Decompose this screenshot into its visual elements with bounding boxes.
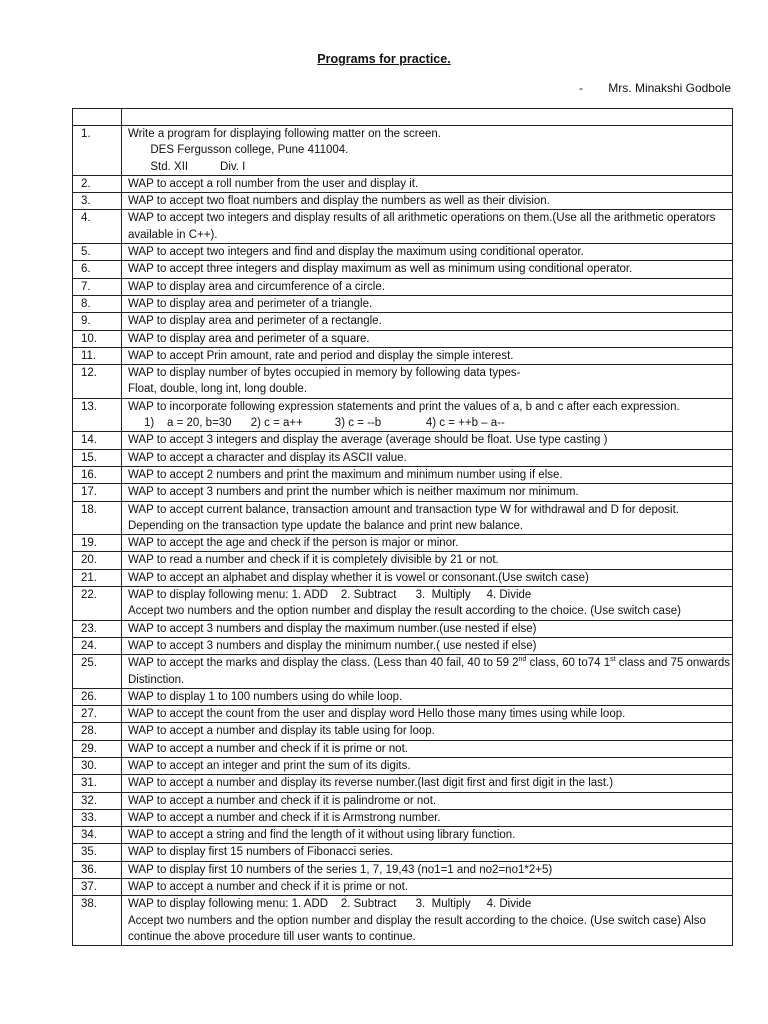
program-description: WAP to accept two integers and display results of all arithmetic operations on them.(Use all the arithmetic operators available in C++). (122, 210, 733, 244)
program-number: 36. (73, 861, 122, 878)
table-row (73, 484, 733, 501)
program-description: WAP to accept 3 numbers and display the minimum number.( use nested if else) (122, 637, 733, 654)
program-description: WAP to accept a number and check if it is prime or not. (122, 740, 733, 757)
program-number: 8. (73, 295, 122, 312)
table-row (73, 620, 733, 637)
program-number: 22. (73, 587, 122, 621)
header-cell-description (122, 109, 733, 126)
programs-table-body (73, 109, 733, 946)
program-description: WAP to accept a character and display its ASCII value. (122, 449, 733, 466)
program-description: WAP to display following menu: 1. ADD 2. Subtract 3. Multiply 4. Divide Accept two numbers and the option number and display the result according to the choice. (Use switch case) Also continue the above procedure till user wants to continue. (122, 896, 733, 946)
table-row (73, 809, 733, 826)
table-row (73, 792, 733, 809)
table-row (73, 193, 733, 210)
table-row (73, 535, 733, 552)
program-description: WAP to display first 15 numbers of Fibonacci series. (122, 844, 733, 861)
author-line (579, 81, 731, 95)
program-text-part: class, 60 to74 1 (526, 657, 611, 670)
program-number: 21. (73, 569, 122, 586)
table-row (73, 552, 733, 569)
page-title: Programs for practice. (317, 52, 451, 66)
ordinal-suffix: nd (518, 656, 527, 664)
table-row (73, 844, 733, 861)
table-row (73, 398, 733, 432)
table-row (73, 827, 733, 844)
program-number: 28. (73, 723, 122, 740)
program-number: 13. (73, 398, 122, 432)
program-number: 1. (73, 126, 122, 176)
program-number: 25. (73, 655, 122, 689)
program-number: 37. (73, 879, 122, 896)
table-row (73, 879, 733, 896)
program-number: 16. (73, 466, 122, 483)
program-description: WAP to display area and perimeter of a triangle. (122, 295, 733, 312)
table-row (73, 175, 733, 192)
table-header-row (73, 109, 733, 126)
program-description: WAP to accept 3 integers and display the average (average should be float. Use type casting ) (122, 432, 733, 449)
program-number: 4. (73, 210, 122, 244)
program-description: WAP to accept three integers and display maximum as well as minimum using conditional operator. (122, 261, 733, 278)
table-row (73, 278, 733, 295)
table-row (73, 244, 733, 261)
program-description: WAP to display area and perimeter of a square. (122, 330, 733, 347)
program-description: WAP to accept two float numbers and display the numbers as well as their division. (122, 193, 733, 210)
program-number: 3. (73, 193, 122, 210)
table-row (73, 347, 733, 364)
table-row (73, 501, 733, 535)
program-number: 14. (73, 432, 122, 449)
program-description: WAP to accept current balance, transaction amount and transaction type W for withdrawal and D for deposit. Depending on the transaction type update the balance and print new balance. (122, 501, 733, 535)
program-number: 26. (73, 688, 122, 705)
program-description: WAP to accept a number and check if it is prime or not. (122, 879, 733, 896)
table-row (73, 466, 733, 483)
table-row (73, 775, 733, 792)
program-description: WAP to accept a roll number from the user and display it. (122, 175, 733, 192)
program-number: 24. (73, 637, 122, 654)
table-row (73, 432, 733, 449)
program-number: 6. (73, 261, 122, 278)
table-row (73, 313, 733, 330)
author-name: Mrs. Minakshi Godbole (608, 81, 731, 95)
program-number: 29. (73, 740, 122, 757)
program-description: WAP to incorporate following expression statements and print the values of a, b and c after each expression. 1) a = 20, b=30 2) c = a++ 3) c = --b 4) c = ++b – a-- (122, 398, 733, 432)
table-row (73, 569, 733, 586)
program-description: WAP to display 1 to 100 numbers using do while loop. (122, 688, 733, 705)
table-row (73, 740, 733, 757)
table-row (73, 330, 733, 347)
table-row (73, 688, 733, 705)
program-number: 9. (73, 313, 122, 330)
program-description: WAP to accept a string and find the length of it without using library function. (122, 827, 733, 844)
table-row (73, 706, 733, 723)
program-description: WAP to display area and perimeter of a rectangle. (122, 313, 733, 330)
program-description: WAP to accept 2 numbers and print the maximum and minimum number using if else. (122, 466, 733, 483)
program-number: 17. (73, 484, 122, 501)
program-number: 35. (73, 844, 122, 861)
table-row (73, 295, 733, 312)
program-number: 27. (73, 706, 122, 723)
program-description: WAP to display area and circumference of a circle. (122, 278, 733, 295)
program-description: WAP to accept 3 numbers and print the number which is neither maximum nor minimum. (122, 484, 733, 501)
table-row (73, 655, 733, 689)
program-number: 12. (73, 365, 122, 399)
program-description: WAP to accept an integer and print the sum of its digits. (122, 757, 733, 774)
program-number: 18. (73, 501, 122, 535)
program-number: 5. (73, 244, 122, 261)
table-row (73, 261, 733, 278)
program-number: 32. (73, 792, 122, 809)
ordinal-suffix: st (610, 656, 616, 664)
program-number: 23. (73, 620, 122, 637)
table-row (73, 896, 733, 946)
table-row (73, 126, 733, 176)
table-row (73, 861, 733, 878)
program-number: 20. (73, 552, 122, 569)
program-description: WAP to accept a number and check if it is Armstrong number. (122, 809, 733, 826)
program-description: WAP to display number of bytes occupied in memory by following data types- Float, double, long int, long double. (122, 365, 733, 399)
table-row (73, 365, 733, 399)
program-description: WAP to accept 3 numbers and display the maximum number.(use nested if else) (122, 620, 733, 637)
program-description: WAP to read a number and check if it is completely divisible by 21 or not. (122, 552, 733, 569)
program-number: 30. (73, 757, 122, 774)
program-number: 15. (73, 449, 122, 466)
program-description: WAP to accept an alphabet and display whether it is vowel or consonant.(Use switch case) (122, 569, 733, 586)
program-number: 19. (73, 535, 122, 552)
programs-table (72, 108, 733, 946)
program-description: WAP to accept the count from the user and display word Hello those many times using while loop. (122, 706, 733, 723)
table-row (73, 637, 733, 654)
program-description: Write a program for displaying following matter on the screen. DES Fergusson college, Pune 411004. Std. XII Div. I (122, 126, 733, 176)
program-number: 10. (73, 330, 122, 347)
program-text-part: WAP to accept the marks and display the class. (Less than 40 fail, 40 to 59 2 (128, 657, 519, 670)
program-description: WAP to display following menu: 1. ADD 2. Subtract 3. Multiply 4. Divide Accept two numbers and the option number and display the result according to the choice. (Use switch case) (122, 587, 733, 621)
program-description: WAP to accept a number and display its table using for loop. (122, 723, 733, 740)
program-description: WAP to accept two integers and find and display the maximum using conditional operator. (122, 244, 733, 261)
program-number: 38. (73, 896, 122, 946)
table-row (73, 723, 733, 740)
table-row (73, 587, 733, 621)
program-description: WAP to accept Prin amount, rate and period and display the simple interest. (122, 347, 733, 364)
program-number: 11. (73, 347, 122, 364)
program-description (122, 655, 733, 689)
program-number: 34. (73, 827, 122, 844)
table-row (73, 210, 733, 244)
program-number: 31. (73, 775, 122, 792)
program-number: 7. (73, 278, 122, 295)
header-cell-number (73, 109, 122, 126)
author-dash: - (578, 81, 583, 95)
table-row (73, 757, 733, 774)
program-number: 2. (73, 175, 122, 192)
program-description: WAP to accept a number and display its reverse number.(last digit first and first digit in the last.) (122, 775, 733, 792)
program-description: WAP to display first 10 numbers of the series 1, 7, 19,43 (no1=1 and no2=no1*2+5) (122, 861, 733, 878)
program-number: 33. (73, 809, 122, 826)
program-description: WAP to accept the age and check if the person is major or minor. (122, 535, 733, 552)
program-description: WAP to accept a number and check if it is palindrome or not. (122, 792, 733, 809)
program-text-part: class and 75 onwards Distinction. (128, 657, 734, 686)
table-row (73, 449, 733, 466)
